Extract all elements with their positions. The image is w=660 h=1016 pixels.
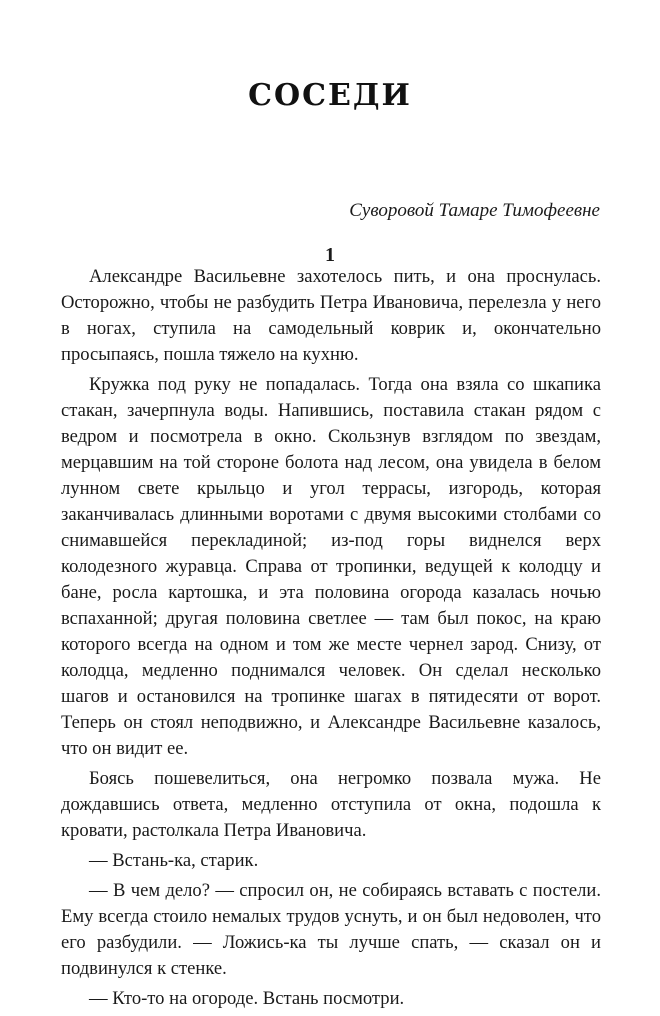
story-title: СОСЕДИ (248, 78, 412, 113)
dedication: Суворовой Тамаре Тимофеевне (349, 200, 600, 221)
body-text (61, 264, 601, 1016)
paragraph-4: — Встань-ка, старик. (89, 850, 259, 871)
paragraph-2: Кружка под руку не попадалась. Тогда она взяла со шкапика стакан, зачерпнула воды. Напившись, поставила стакан рядом с ведром и посмотрела в окно. Скользнув взглядом по звездам, мерцавшим на той стороне болота над лесом, она увидела в белом лунном свете крыльцо и угол террасы, изгородь, которая заканчивалась длинными воротами с двумя высокими столбами со снимавшейся перекладиной; из-под горы виднелся верх колодезного журавца. Справа от тропинки, ведущей к колодцу и бане, росла картошка, и эта половина огорода казалась ночью вспаханной; другая половина светлее — там был покос, на краю которого всегда на одном и том же месте чернел зарод. Снизу, от колодца, медленно поднимался человек. Он сделал несколько шагов и остановился на тропинке шагах в пятидесяти от ворот. Теперь он стоял неподвижно, и Александре Васильевне казалось, что он видит ее. (61, 374, 601, 759)
paragraph-6: — Кто-то на огороде. Встань посмотри. (89, 988, 405, 1009)
paragraph-1: Александре Васильевне захотелось пить, и она проснулась. Осторожно, чтобы не разбудить Петра Ивановича, перелезла у него в ногах, ступила на самодельный коврик и, окончательно просыпаясь, пошла тяжело на кухню. (61, 266, 601, 365)
paragraph-3: Боясь пошевелиться, она негромко позвала мужа. Не дождавшись ответа, медленно отступила от окна, подошла к кровати, растолкала Петра Ивановича. (61, 768, 601, 841)
paragraph-5: — В чем дело? — спросил он, не собираясь вставать с постели. Ему всегда стоило немалых трудов уснуть, и он был недоволен, что его разбудили. — Ложись-ка ты лучше спать, — сказал он и подвинулся к стенке. (61, 880, 601, 979)
chapter-number: 1 (325, 244, 335, 266)
